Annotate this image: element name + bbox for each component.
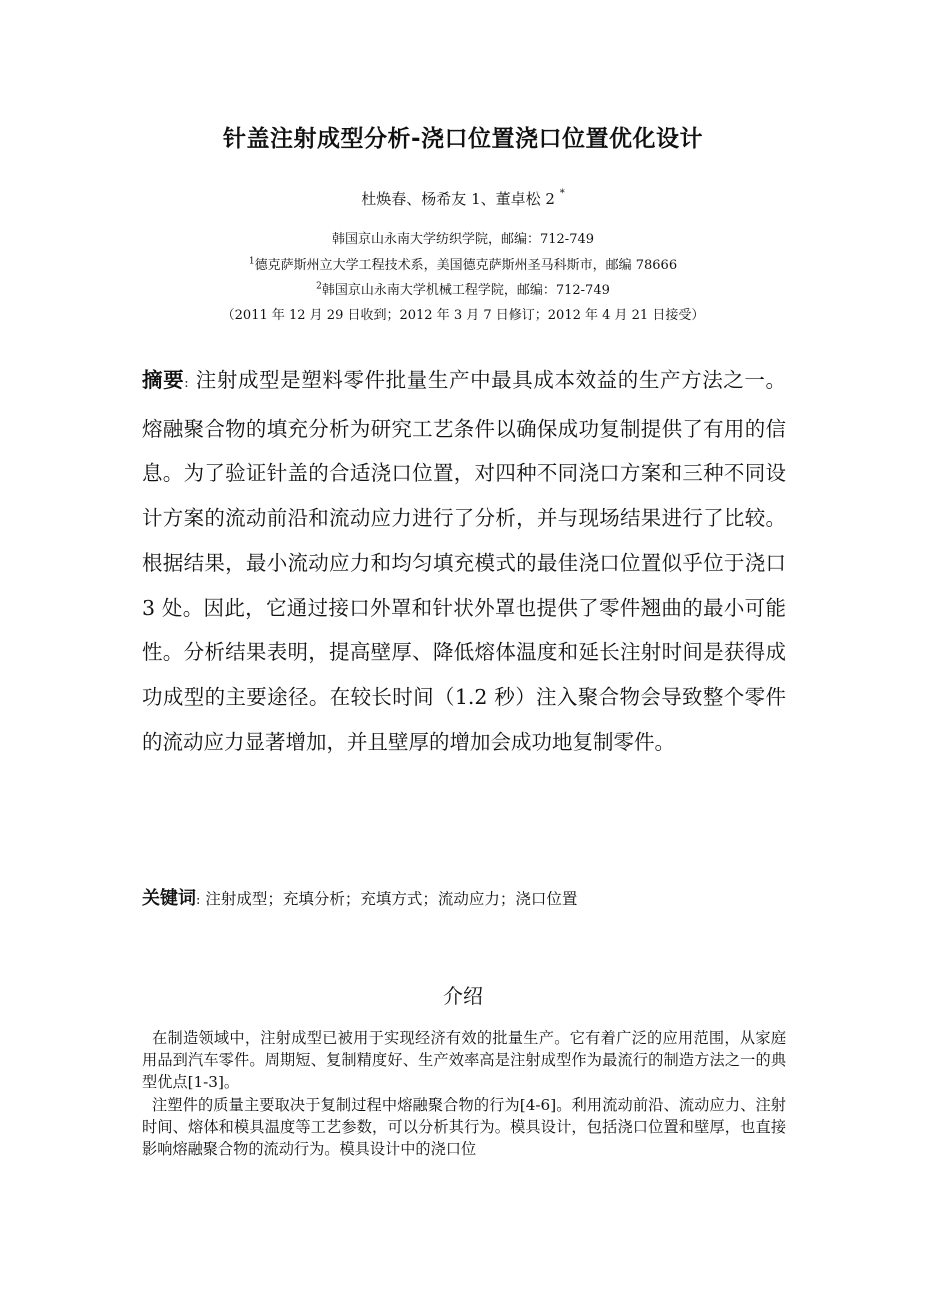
affiliation-mark: 2 [316,281,322,292]
abstract-separator: : [184,376,189,391]
abstract [142,358,786,764]
affiliation-mark: 1 [248,256,255,267]
author-names: 杜焕春、杨希友 1、董卓松 2 [361,190,555,208]
corresponding-author-mark: * [559,188,565,199]
keywords-separator: : [196,893,201,908]
affiliation-1 [0,254,926,273]
paper-title: 针盖注射成型分析-浇口位置浇口位置优化设计 [222,126,704,152]
paragraph: 注塑件的质量主要取决于复制过程中熔融聚合物的行为[4-6]。利用流动前沿、流动应力、注射时间、熔体和模具温度等工艺参数，可以分析其行为。模具设计，包括浇口位置和壁厚，也直接影响熔融聚合物的流动行为。模具设计中的浇口位 [142,1095,786,1159]
affiliation-text: 德克萨斯州立大学工程技术系，美国德克萨斯州圣马科斯市，邮编 78666 [254,258,678,273]
affiliation-2 [0,279,926,298]
affiliation-text: 韩国京山永南大学纺织学院，邮编：712-749 [331,232,595,247]
introduction-body [142,1027,786,1160]
abstract-text: 注射成型是塑料零件批量生产中最具成本效益的生产方法之一。熔融聚合物的填充分析为研究工艺条件以确保成功复制提供了有用的信息。为了验证针盖的合适浇口位置，对四种不同浇口方案和三种不同设计方案的流动前沿和流动应力进行了分析，并与现场结果进行了比较。根据结果，最小流动应力和均匀填充模式的最佳浇口位置似乎位于浇口 3 处。因此，它通过接口外罩和针状外罩也提供了零件翘曲的最小可能性。分析结果表明，提高壁厚、降低熔体温度和延长注射时间是获得成功成型的主要途径。在较长时间（1.2 秒）注入聚合物会导致整个零件的流动应力显著增加，并且壁厚的增加会成功地复制零件。 [142,368,787,754]
received-dates: （2011 年 12 月 29 日收到；2012 年 3 月 7 日修订；2012 年 4 月 21 日接受） [221,308,705,323]
paragraph: 在制造领域中，注射成型已被用于实现经济有效的批量生产。它有着广泛的应用范围，从家庭用品到汽车零件。周期短、复制精度好、生产效率高是注射成型作为最流行的制造方法之一的典型优点[1-3]。 [142,1029,786,1092]
keywords [142,884,786,910]
affiliation-text: 韩国京山永南大学机械工程学院，邮编：712-749 [321,283,610,298]
keywords-label: 关键词 [142,888,196,909]
keywords-text: 注射成型；充填分析；充填方式；流动应力；浇口位置 [205,890,578,908]
author-line [0,188,926,209]
section-heading: 介绍 [443,984,483,1008]
abstract-label: 摘要 [142,368,185,392]
affiliation-0 [0,228,926,247]
